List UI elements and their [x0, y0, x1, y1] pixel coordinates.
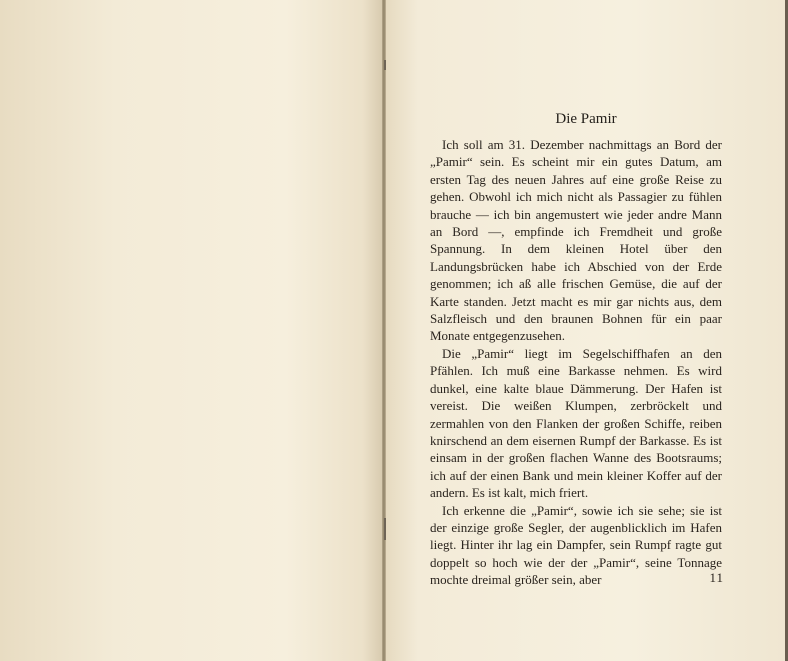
- left-page-blank: [0, 0, 382, 661]
- body-text: [430, 136, 722, 589]
- gutter-mark-bottom: [384, 518, 386, 540]
- page-number: 11: [709, 570, 724, 585]
- paragraph-3: Ich erkenne die „Pamir“, sowie ich sie sehe; sie ist der einzige große Segler, der augenblicklich im Hafen liegt. Hinter ihr lag ein Dampfer, sein Rumpf ragte gut doppelt so hoch wie der der „Pamir“, seine Tonnage mochte dreimal größer sein, aber: [430, 502, 722, 588]
- gutter-mark-top: [384, 60, 386, 70]
- paragraph-1: Ich soll am 31. Dezember nachmittags an Bord der „Pamir“ sein. Es scheint mir ein gutes Datum, am ersten Tag des neuen Jahres auf eine große Reise zu gehen. Obwohl ich mich nicht als Passagier zu fühlen brauche — ich bin angemustert wie jeder andre Mann an Bord —, empfinde ich Fremdheit und große Spannung. In dem kleinen Hotel über den Landungsbrücken habe ich Abschied von der Erde genommen; ich aß alle frischen Gemüse, die auf der Karte standen. Jetzt macht es mir gar nichts aus, dem Salzfleisch und den braunen Bohnen für ein paar Monate entgegenzusehen.: [430, 137, 722, 344]
- paragraph-2: Die „Pamir“ liegt im Segelschiffhafen an den Pfählen. Ich muß eine Barkasse nehmen. Es wird dunkel, eine kalte blaue Dämmerung. Der Hafen ist vereist. Die weißen Klumpen, zerbröckelt und zermahlen von den Flanken der großen Schiffe, reiben knirschend an dem eisernen Rumpf der Barkasse. Es ist einsam in der großen flachen Wanne des Bootsraums; ich auf der einen Bank und mein kleiner Koffer auf der andern. Es ist kalt, mich friert.: [430, 345, 722, 501]
- chapter-title: Die Pamir: [555, 111, 617, 127]
